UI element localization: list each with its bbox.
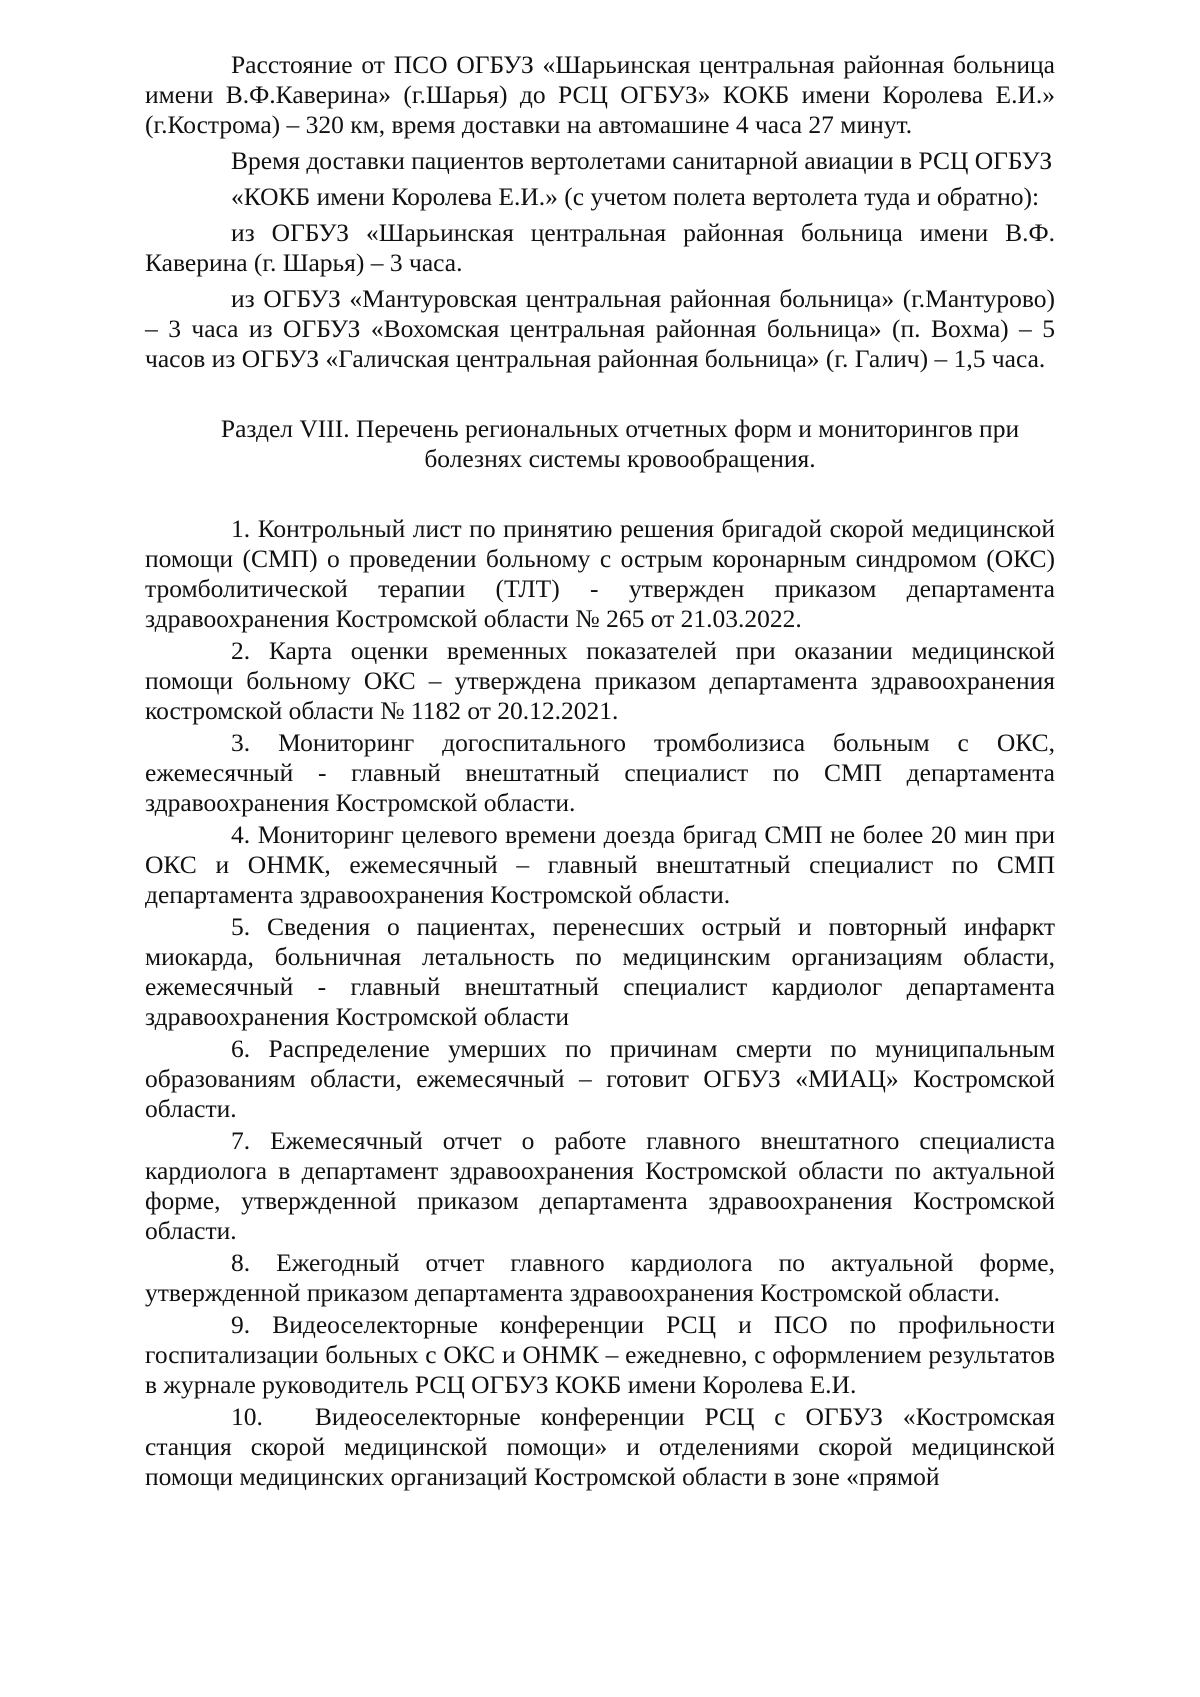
- list-item: [145, 820, 1055, 910]
- list-item-text: Ежемесячный отчет о работе главного внештатного специалиста кардиолога в департамент здравоохранения Костромской области по актуальной форме, утвержденной приказом департамента здравоохранения Костромской области.: [145, 1126, 1056, 1245]
- list-item-text: Сведения о пациентах, перенесших острый и повторный инфаркт миокарда, больничная летальность по медицинским организациям области, ежемесячный - главный внештатный специалист кардиолог департамента здравоохранения Костромской области: [145, 912, 1055, 1031]
- intro-paragraph-helicopter-cont: «КОКБ имени Королева Е.И.» (с учетом полета вертолета туда и обратно):: [231, 182, 1040, 211]
- list-item-text: Распределение умерших по причинам смерти по муниципальным образованиям области, ежемесячный – готовит ОГБУЗ «МИАЦ» Костромской области.: [145, 1034, 1055, 1123]
- list-item: [145, 1402, 1055, 1492]
- list-item-text: Контрольный лист по принятию решения бригадой скорой медицинской помощи (СМП) о проведении больному с острым коронарным синдромом (ОКС) тромболитической терапии (ТЛТ) - утвержден приказом департамента здравоохранения Костромской области № 265 от 21.03.2022.: [145, 514, 1055, 633]
- list-item-number: 6.: [231, 1034, 251, 1063]
- list-item: [145, 728, 1055, 818]
- intro-paragraph-sharya: из ОГБУЗ «Шарьинская центральная районная больница имени В.Ф. Каверина (г. Шарья) – 3 часа.: [145, 218, 1055, 277]
- list-item: [145, 1126, 1055, 1246]
- list-item: [145, 1310, 1055, 1400]
- list-item-number: 7.: [231, 1126, 251, 1155]
- intro-paragraph-others: из ОГБУЗ «Мантуровская центральная районная больница» (г.Мантурово) – 3 часа из ОГБУЗ «Вохомская центральная районная больница» (п. Вохма) – 5 часов из ОГБУЗ «Галичская центральная районная больница» (г. Галич) – 1,5 часа.: [145, 284, 1055, 373]
- list-item-number: 9.: [231, 1310, 251, 1339]
- list-item-text: Видеоселекторные конференции РСЦ с ОГБУЗ «Костромская станция скорой медицинской помощи» и отделениями скорой медицинской помощи медицинских организаций Костромской области в зоне «прямой: [145, 1402, 1055, 1491]
- section-title: Раздел VIII. Перечень региональных отчетных форм и мониторингов при болезнях системы кровообращения.: [220, 414, 1020, 473]
- list-item: [145, 636, 1055, 726]
- list-item-number: 1.: [231, 514, 251, 543]
- document-page: [145, 50, 1055, 1494]
- intro-paragraph-helicopter: Время доставки пациентов вертолетами санитарной авиации в РСЦ ОГБУЗ: [231, 146, 1053, 175]
- list-item-text: Мониторинг догоспитального тромболизиса больным с ОКС, ежемесячный - главный внештатный специалист по СМП департамента здравоохранения Костромской области.: [145, 728, 1055, 817]
- list-item-text: Мониторинг целевого времени доезда бригад СМП не более 20 мин при ОКС и ОНМК, ежемесячный – главный внештатный специалист по СМП департамента здравоохранения Костромской области.: [145, 820, 1056, 909]
- list-item-number: 3.: [231, 728, 251, 757]
- list-item-text: Видеоселекторные конференции РСЦ и ПСО по профильности госпитализации больных с ОКС и ОНМК – ежедневно, с оформлением результатов в журнале руководитель РСЦ ОГБУЗ КОКБ имени Королева Е.И.: [145, 1310, 1056, 1399]
- intro-paragraph-distance: Расстояние от ПСО ОГБУЗ «Шарьинская центральная районная больница имени В.Ф.Каверина» (г.Шарья) до РСЦ ОГБУЗ» КОКБ имени Королева Е.И.» (г.Кострома) – 320 км, время доставки на автомашине 4 часа 27 минут.: [145, 50, 1055, 139]
- list-item-number: 2.: [231, 636, 251, 665]
- list-item: [145, 1034, 1055, 1124]
- list-item-text: Ежегодный отчет главного кардиолога по актуальной форме, утвержденной приказом департамента здравоохранения Костромской области.: [145, 1248, 1055, 1307]
- list-item-number: 4.: [231, 820, 251, 849]
- list-item-number: 8.: [231, 1248, 251, 1277]
- list-item: [145, 912, 1055, 1032]
- list-item: [145, 1248, 1055, 1308]
- report-forms-list: [145, 514, 1055, 1492]
- list-item-text: Карта оценки временных показателей при оказании медицинской помощи больному ОКС – утверждена приказом департамента здравоохранения костромской области № 1182 от 20.12.2021.: [145, 636, 1055, 725]
- list-item-number: 10.: [231, 1402, 263, 1431]
- list-item: [145, 514, 1055, 634]
- list-item-number: 5.: [231, 912, 251, 941]
